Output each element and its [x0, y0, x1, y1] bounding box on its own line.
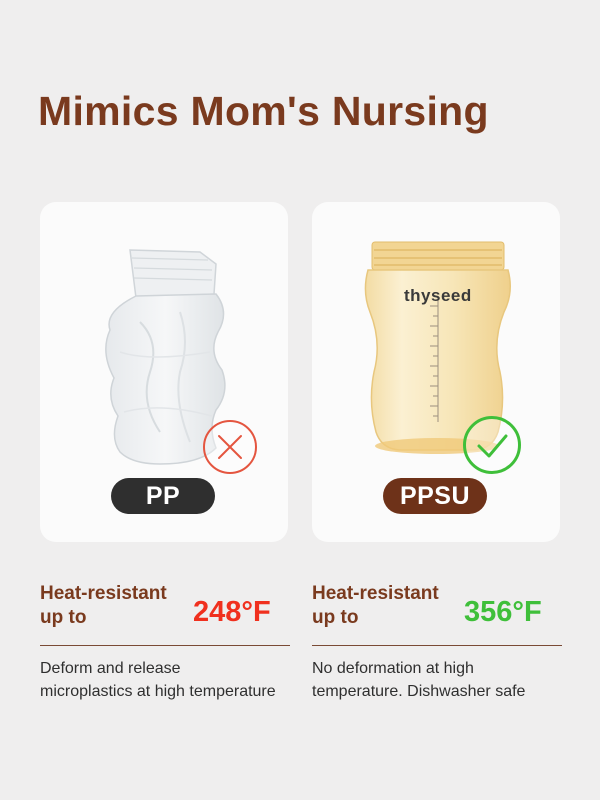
- ppsu-divider: [312, 645, 562, 646]
- ppsu-temperature: 356°F: [464, 596, 542, 628]
- pp-description: Deform and release microplastics at high temperature: [40, 660, 276, 700]
- ppsu-material-pill: PPSU: [383, 478, 487, 514]
- check-icon: [463, 416, 521, 474]
- ppsu-heat-label: Heat-resistant up to: [312, 583, 439, 628]
- pp-temperature: 248°F: [193, 596, 271, 628]
- pp-divider: [40, 645, 290, 646]
- page-title: Mimics Mom's Nursing: [38, 88, 489, 134]
- ppsu-description: No deformation at high temperature. Dishwasher safe: [312, 660, 526, 700]
- brand-logo: thyseed: [404, 286, 472, 305]
- pp-heat-label: Heat-resistant up to: [40, 583, 167, 628]
- pp-card: [40, 202, 288, 542]
- pp-material-pill: PP: [111, 478, 215, 514]
- ppsu-card: [312, 202, 560, 542]
- cross-icon: [203, 420, 257, 474]
